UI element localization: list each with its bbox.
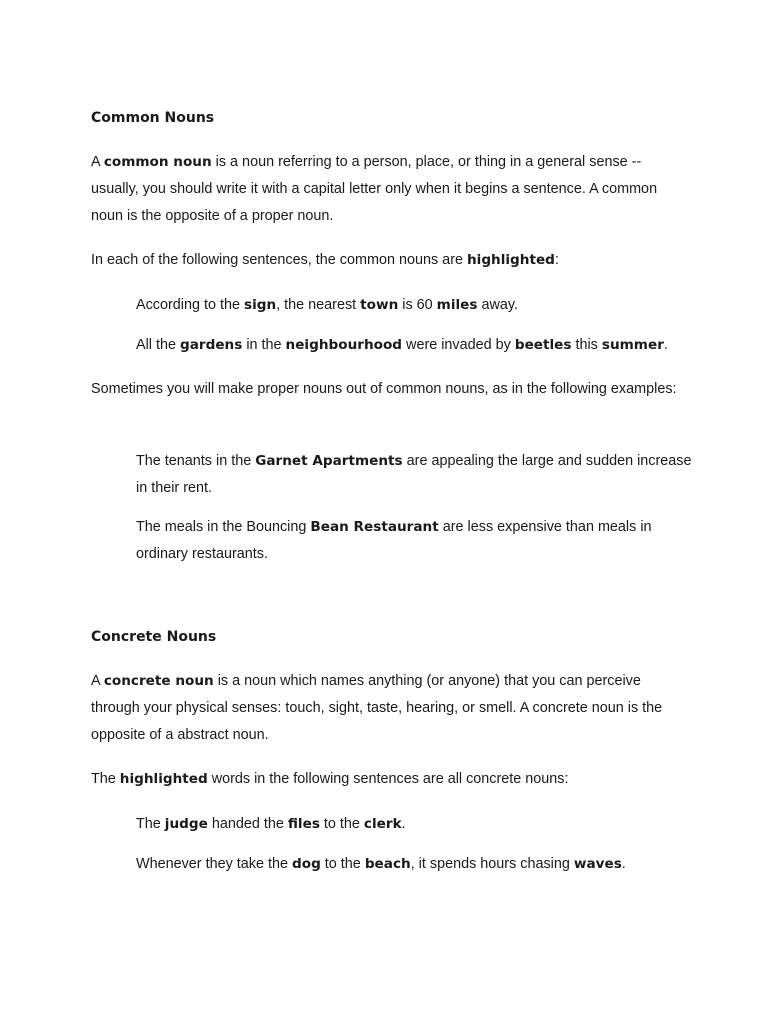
text-run: Sometimes you will make proper nouns out of common nouns, as in the following examples: [91, 381, 677, 397]
proper-noun-example-2 [136, 514, 696, 568]
text-run: is a noun referring to a person, place, or thing in a general sense -- usually, you should write it with a capital letter only when it begins a sentence. A common noun is the opposite of a proper noun. [91, 154, 658, 224]
highlighted-term: neighbourhood [285, 337, 403, 353]
highlighted-term: clerk [363, 816, 402, 832]
highlighted-term: miles [436, 297, 478, 313]
highlighted-term: waves [573, 856, 622, 872]
text-run: . [401, 816, 406, 832]
text-run: , the nearest [276, 297, 361, 313]
highlighted-term: judge [164, 816, 208, 832]
highlighted-term: concrete noun [103, 673, 214, 689]
text-run: A [91, 673, 104, 689]
text-run: : [554, 252, 559, 268]
text-run: to the [319, 816, 364, 832]
text-run: According to the [136, 297, 244, 313]
common-noun-example-1 [136, 292, 696, 319]
highlighted-term: dog [292, 856, 321, 872]
highlighted-term: sign [244, 297, 277, 313]
text-run: . [663, 337, 668, 353]
text-run: to the [320, 856, 365, 872]
highlighted-term: Bean Restaurant [310, 519, 439, 535]
concrete-noun-example-1 [136, 811, 696, 838]
concrete-noun-definition [91, 668, 691, 749]
text-run: handed the [207, 816, 288, 832]
highlighted-term: town [360, 297, 399, 313]
text-run: The [136, 816, 165, 832]
highlighted-term: beach [364, 856, 411, 872]
concrete-nouns-heading: Concrete Nouns [91, 629, 217, 645]
text-run: is a noun which names anything (or anyone) that you can perceive through your physical senses: touch, sight, taste, hearing, or smell. A concrete noun is the opposite of a abstract noun. [91, 673, 663, 743]
text-run: away. [477, 297, 518, 313]
text-run: The meals in the Bouncing [136, 519, 311, 535]
common-noun-example-2 [136, 332, 696, 359]
highlighted-term: gardens [180, 337, 243, 353]
proper-noun-intro [91, 376, 691, 403]
text-run: . [621, 856, 626, 872]
text-run: this [571, 337, 602, 353]
concrete-noun-intro [91, 766, 691, 793]
highlighted-term: highlighted [466, 252, 555, 268]
common-nouns-heading: Common Nouns [91, 110, 215, 126]
text-run: The tenants in the [136, 453, 256, 469]
text-run: The [91, 771, 120, 787]
text-run: All the [136, 337, 180, 353]
common-noun-definition [91, 149, 691, 230]
highlighted-term: common noun [103, 154, 212, 170]
text-run: A [91, 154, 104, 170]
highlighted-term: summer [601, 337, 664, 353]
text-run: In each of the following sentences, the common nouns are [91, 252, 467, 268]
text-run: were invaded by [402, 337, 515, 353]
text-run: words in the following sentences are all concrete nouns: [207, 771, 569, 787]
highlighted-term: beetles [514, 337, 572, 353]
highlighted-term: Garnet Apartments [255, 453, 403, 469]
concrete-noun-example-2 [136, 851, 696, 878]
common-noun-intro [91, 247, 691, 274]
highlighted-term: highlighted [119, 771, 208, 787]
text-run: are appealing the large and sudden increase in their rent. [136, 453, 692, 496]
proper-noun-example-1 [136, 448, 696, 502]
text-run: are less expensive than meals in ordinary restaurants. [136, 519, 652, 562]
text-run: is 60 [398, 297, 437, 313]
highlighted-term: files [287, 816, 320, 832]
text-run: Whenever they take the [136, 856, 292, 872]
text-run: in the [242, 337, 286, 353]
text-run: , it spends hours chasing [410, 856, 574, 872]
